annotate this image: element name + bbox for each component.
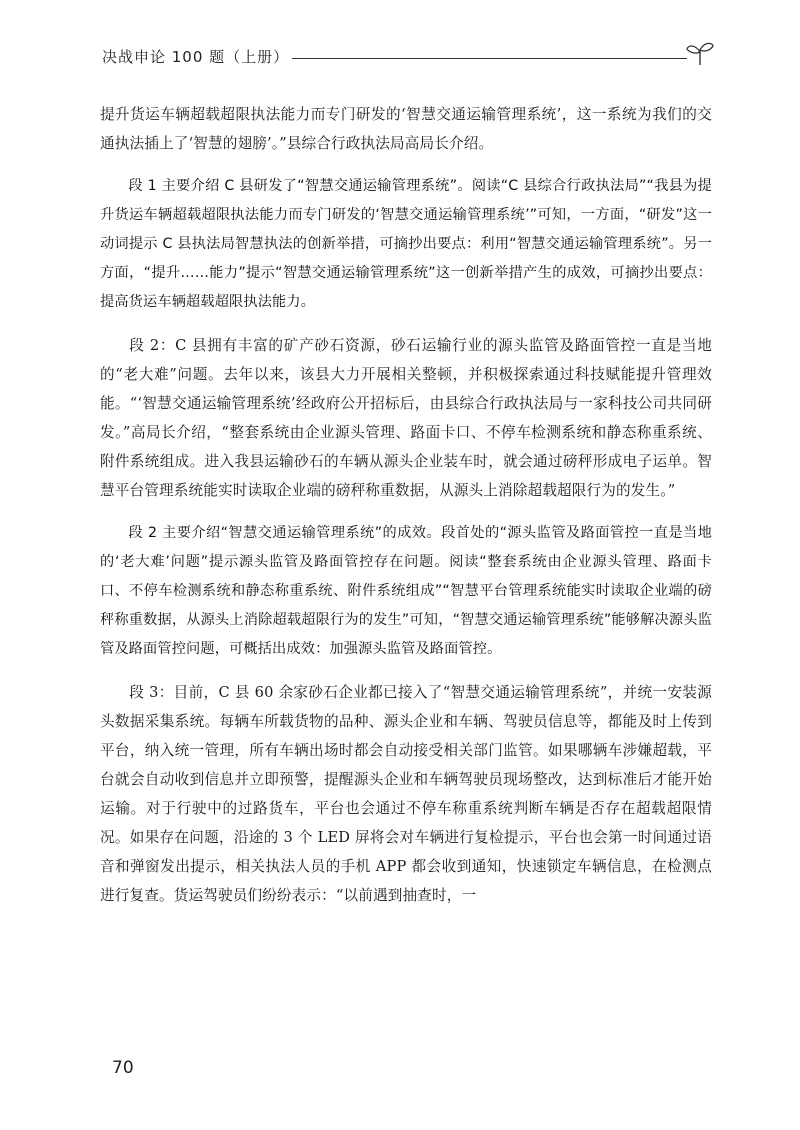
sprout-icon (685, 40, 715, 66)
book-title: 决战申论 100 题（上册） (102, 48, 290, 66)
paragraph-source-3: 段 3：目前，C 县 60 余家砂石企业都已接入了“智慧交通运输管理系统”，并统一安装源头数据采集系统。每辆车所载货物的品种、源头企业和车辆、驾驶员信息等，都能及时上传到平台，纳入统一管理，所有车辆出场时都会自动接受相关部门监管。如果哪辆车涉嫌超载，平台就会自动收到信息并立即预警，提醒源头企业和车辆驾驶员现场整改，达到标准后才能开始运输。对于行驶中的过路货车，平台也会通过不停车称重系统判断车辆是否存在超载超限情况。如果存在问题，沿途的 3 个 LED 屏将会对车辆进行复检提示，平台也会第一时间通过语音和弹窗发出提示，相关执法人员的手机 APP 都会收到通知，快速锁定车辆信息，在检测点进行复查。货运驾驶员们纷纷表示：“以前遇到抽查时，一 (100, 684, 712, 904)
paragraph-source-continuation: 提升货运车辆超载超限执法能力而专门研发的‘智慧交通运输管理系统’，这一系统为我们的交通执法插上了‘智慧的翅膀’。”县综合行政执法局高局长介绍。 (100, 106, 712, 152)
paragraph-analysis-2: 段 2 主要介绍“智慧交通运输管理系统”的成效。段首处的“源头监管及路面管控一直是当地的‘老大难’问题”提示源头监管及路面管控存在问题。阅读“整套系统由企业源头管理、路面卡口、不停车检测系统和静态称重系统、附件系统组成”“智慧平台管理系统能实时读取企业端的磅秤称重数据，从源头上消除超载超限行为的发生”可知，“智慧交通运输管理系统”能够解决源头监管及路面管控问题，可概括出成效：加强源头监管及路面管控。 (100, 525, 712, 657)
page-number: 70 (112, 1058, 134, 1078)
page-content (100, 100, 712, 910)
paragraph-analysis-1: 段 1 主要介绍 C 县研发了“智慧交通运输管理系统”。阅读“C 县综合行政执法局”“我县为提升货运车辆超载超限执法能力而专门研发的‘智慧交通运输管理系统’”可知，一方面，“研发”这一动词提示 C 县执法局智慧执法的创新举措，可摘抄出要点：利用“智慧交通运输管理系统”。另一方面，“提升……能力”提示“智慧交通运输管理系统”这一创新举措产生的成效，可摘抄出要点：提高货运车辆超载超限执法能力。 (100, 178, 712, 310)
header-rule (292, 58, 687, 59)
paragraph-source-2: 段 2：C 县拥有丰富的矿产砂石资源，砂石运输行业的源头监管及路面管控一直是当地的“老大难”问题。去年以来，该县大力开展相关整顿，并积极探索通过科技赋能提升管理效能。“‘智慧交通运输管理系统’经政府公开招标后，由县综合行政执法局与一家科技公司共同研发。”高局长介绍，“整套系统由企业源头管理、路面卡口、不停车检测系统和静态称重系统、附件系统组成。进入我县运输砂石的车辆从源头企业装车时，就会通过磅秤形成电子运单。智慧平台管理系统能实时读取企业端的磅秤称重数据，从源头上消除超载超限行为的发生。” (100, 337, 712, 499)
running-header (102, 40, 714, 74)
